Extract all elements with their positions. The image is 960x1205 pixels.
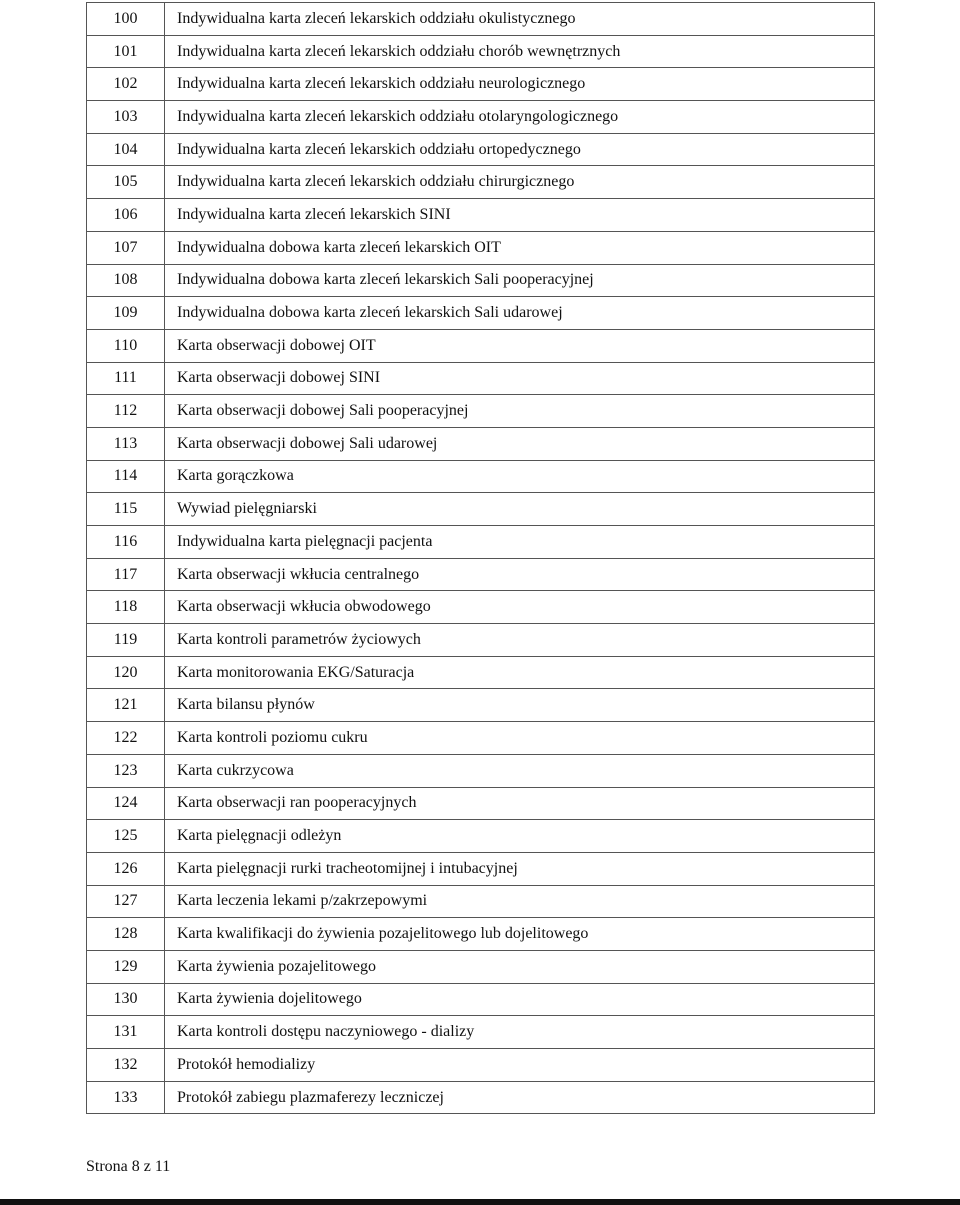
document-name: Indywidualna karta zleceń lekarskich oddziału otolaryngologicznego	[165, 101, 875, 134]
document-name: Karta obserwacji dobowej Sali udarowej	[165, 427, 875, 460]
row-number: 121	[87, 689, 165, 722]
table-row	[87, 460, 875, 493]
table-row	[87, 35, 875, 68]
table-row	[87, 3, 875, 36]
row-number: 112	[87, 395, 165, 428]
row-number: 119	[87, 624, 165, 657]
document-name: Karta gorączkowa	[165, 460, 875, 493]
table-row	[87, 329, 875, 362]
page-number-label: Strona 8 z 11	[86, 1158, 171, 1175]
row-number: 117	[87, 558, 165, 591]
row-number: 109	[87, 297, 165, 330]
row-number: 115	[87, 493, 165, 526]
document-name: Indywidualna karta pielęgnacji pacjenta	[165, 526, 875, 559]
row-number: 122	[87, 722, 165, 755]
table-row	[87, 133, 875, 166]
document-name: Karta żywienia pozajelitowego	[165, 950, 875, 983]
document-name: Karta pielęgnacji rurki tracheotomijnej i intubacyjnej	[165, 852, 875, 885]
table-row	[87, 820, 875, 853]
row-number: 104	[87, 133, 165, 166]
table-row	[87, 754, 875, 787]
document-table	[86, 2, 875, 1114]
table-row	[87, 852, 875, 885]
row-number: 107	[87, 231, 165, 264]
document-name: Karta monitorowania EKG/Saturacja	[165, 656, 875, 689]
table-row	[87, 493, 875, 526]
table-row	[87, 885, 875, 918]
document-name: Indywidualna karta zleceń lekarskich oddziału chirurgicznego	[165, 166, 875, 199]
document-name: Karta leczenia lekami p/zakrzepowymi	[165, 885, 875, 918]
row-number: 101	[87, 35, 165, 68]
table-row	[87, 918, 875, 951]
document-name: Karta obserwacji wkłucia centralnego	[165, 558, 875, 591]
row-number: 106	[87, 199, 165, 232]
row-number: 114	[87, 460, 165, 493]
row-number: 110	[87, 329, 165, 362]
document-name: Karta obserwacji dobowej SINI	[165, 362, 875, 395]
table-row	[87, 624, 875, 657]
row-number: 124	[87, 787, 165, 820]
document-name: Indywidualna dobowa karta zleceń lekarskich OIT	[165, 231, 875, 264]
table-row	[87, 166, 875, 199]
row-number: 131	[87, 1016, 165, 1049]
table-row	[87, 558, 875, 591]
row-number: 113	[87, 427, 165, 460]
table-row	[87, 787, 875, 820]
table-row	[87, 722, 875, 755]
bottom-border	[0, 1199, 960, 1205]
row-number: 123	[87, 754, 165, 787]
table-body	[87, 3, 875, 1114]
document-name: Protokół hemodializy	[165, 1049, 875, 1082]
table-row	[87, 1016, 875, 1049]
document-name: Indywidualna karta zleceń lekarskich oddziału chorób wewnętrznych	[165, 35, 875, 68]
document-name: Karta obserwacji dobowej OIT	[165, 329, 875, 362]
row-number: 102	[87, 68, 165, 101]
table-row	[87, 395, 875, 428]
document-name: Karta kwalifikacji do żywienia pozajelitowego lub dojelitowego	[165, 918, 875, 951]
document-name: Indywidualna dobowa karta zleceń lekarskich Sali udarowej	[165, 297, 875, 330]
document-name: Karta pielęgnacji odleżyn	[165, 820, 875, 853]
table-row	[87, 101, 875, 134]
page-footer	[86, 1157, 170, 1177]
document-name: Protokół zabiegu plazmaferezy leczniczej	[165, 1081, 875, 1114]
row-number: 128	[87, 918, 165, 951]
table-row	[87, 950, 875, 983]
document-name: Karta żywienia dojelitowego	[165, 983, 875, 1016]
document-name: Indywidualna dobowa karta zleceń lekarskich Sali pooperacyjnej	[165, 264, 875, 297]
table-row	[87, 362, 875, 395]
document-name: Indywidualna karta zleceń lekarskich SINI	[165, 199, 875, 232]
table-row	[87, 689, 875, 722]
row-number: 125	[87, 820, 165, 853]
table-row	[87, 1081, 875, 1114]
table-row	[87, 231, 875, 264]
table-row	[87, 591, 875, 624]
document-name: Karta kontroli parametrów życiowych	[165, 624, 875, 657]
row-number: 129	[87, 950, 165, 983]
row-number: 111	[87, 362, 165, 395]
row-number: 133	[87, 1081, 165, 1114]
row-number: 120	[87, 656, 165, 689]
document-name: Karta obserwacji wkłucia obwodowego	[165, 591, 875, 624]
document-name: Indywidualna karta zleceń lekarskich oddziału neurologicznego	[165, 68, 875, 101]
table-row	[87, 427, 875, 460]
row-number: 132	[87, 1049, 165, 1082]
table-row	[87, 656, 875, 689]
document-name: Indywidualna karta zleceń lekarskich oddziału ortopedycznego	[165, 133, 875, 166]
row-number: 118	[87, 591, 165, 624]
row-number: 116	[87, 526, 165, 559]
table-row	[87, 297, 875, 330]
table-row	[87, 983, 875, 1016]
row-number: 108	[87, 264, 165, 297]
row-number: 130	[87, 983, 165, 1016]
document-name: Wywiad pielęgniarski	[165, 493, 875, 526]
row-number: 127	[87, 885, 165, 918]
row-number: 103	[87, 101, 165, 134]
row-number: 126	[87, 852, 165, 885]
document-name: Karta cukrzycowa	[165, 754, 875, 787]
document-name: Indywidualna karta zleceń lekarskich oddziału okulistycznego	[165, 3, 875, 36]
table-row	[87, 1049, 875, 1082]
document-name: Karta obserwacji ran pooperacyjnych	[165, 787, 875, 820]
table-row	[87, 199, 875, 232]
document-name: Karta obserwacji dobowej Sali pooperacyjnej	[165, 395, 875, 428]
document-name: Karta kontroli dostępu naczyniowego - dializy	[165, 1016, 875, 1049]
table-row	[87, 264, 875, 297]
document-name: Karta kontroli poziomu cukru	[165, 722, 875, 755]
table-row	[87, 526, 875, 559]
document-name: Karta bilansu płynów	[165, 689, 875, 722]
row-number: 100	[87, 3, 165, 36]
row-number: 105	[87, 166, 165, 199]
table-row	[87, 68, 875, 101]
